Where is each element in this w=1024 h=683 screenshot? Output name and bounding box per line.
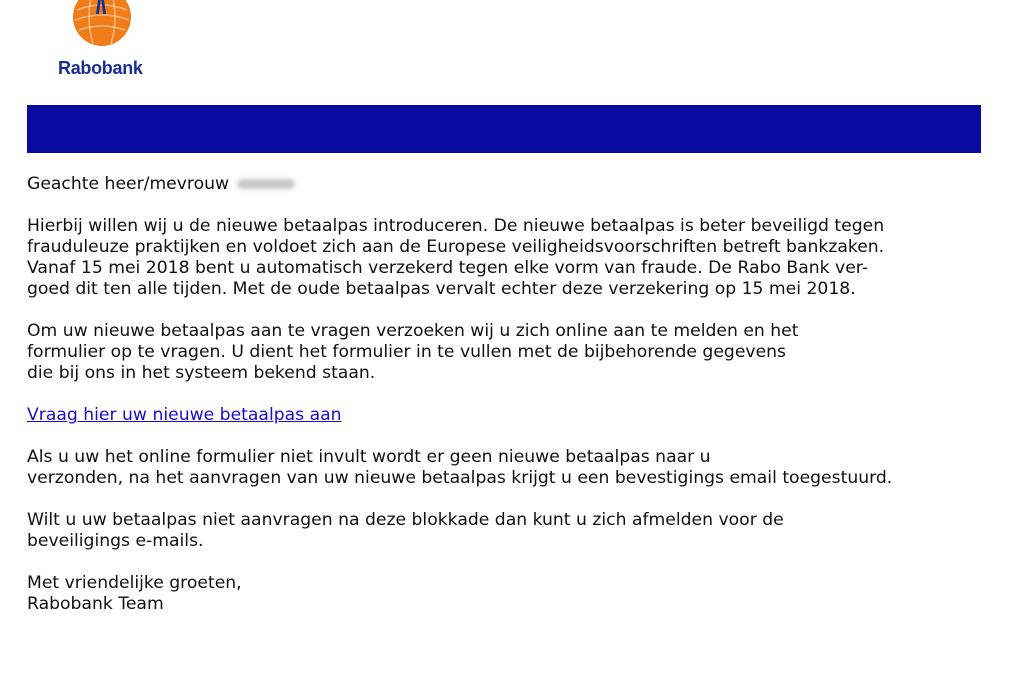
paragraph-line: Hierbij willen wij u de nieuwe betaalpas introduceren. De nieuwe betaalpas is beter beveiligd tegen: [27, 216, 885, 236]
globe-logo-icon: [71, 0, 133, 48]
paragraph-line: frauduleuze praktijken en voldoet zich aan de Europese veiligheidsvoorschriften betreft bankzaken.: [27, 237, 885, 257]
email-body: [27, 174, 1002, 615]
paragraph-line: beveiligings e-mails.: [27, 531, 204, 551]
closing-line: Rabobank Team: [27, 594, 164, 614]
paragraph-line: Als u uw het online formulier niet invult wordt er geen nieuwe betaalpas naar u: [27, 447, 711, 467]
paragraph-line: die bij ons in het systeem bekend staan.: [27, 363, 376, 383]
paragraph-line: Vanaf 15 mei 2018 bent u automatisch verzekerd tegen elke vorm van fraude. De Rabo Bank ver-: [27, 258, 868, 278]
request-card-link[interactable]: Vraag hier uw nieuwe betaalpas aan: [27, 405, 342, 425]
paragraph-line: Wilt u uw betaalpas niet aanvragen na deze blokkade dan kunt u zich afmelden voor de: [27, 510, 784, 530]
paragraph-line: formulier op te vragen. U dient het formulier in te vullen met de bijbehorende gegevens: [27, 342, 786, 362]
intro-paragraph: [27, 216, 1002, 300]
paragraph-line: verzonden, na het aanvragen van uw nieuwe betaalpas krijgt u een bevestigings email toegestuurd.: [27, 468, 893, 488]
redacted-recipient-name: [237, 179, 295, 189]
rabobank-logo: [56, 0, 166, 84]
instructions-paragraph: [27, 321, 1002, 384]
warning-paragraph: [27, 447, 1002, 489]
closing-line: Met vriendelijke groeten,: [27, 573, 242, 593]
paragraph-line: goed dit ten alle tijden. Met de oude betaalpas vervalt echter deze verzekering op 15 mei 2018.: [27, 279, 856, 299]
greeting-text: Geachte heer/mevrouw: [27, 174, 230, 194]
brand-name: Rabobank: [58, 58, 143, 78]
closing-signature: [27, 573, 1002, 615]
header-banner: [27, 105, 981, 153]
greeting-line: [27, 174, 1002, 195]
paragraph-line: Om uw nieuwe betaalpas aan te vragen verzoeken wij u zich online aan te melden en het: [27, 321, 799, 341]
unsubscribe-paragraph: [27, 510, 1002, 552]
